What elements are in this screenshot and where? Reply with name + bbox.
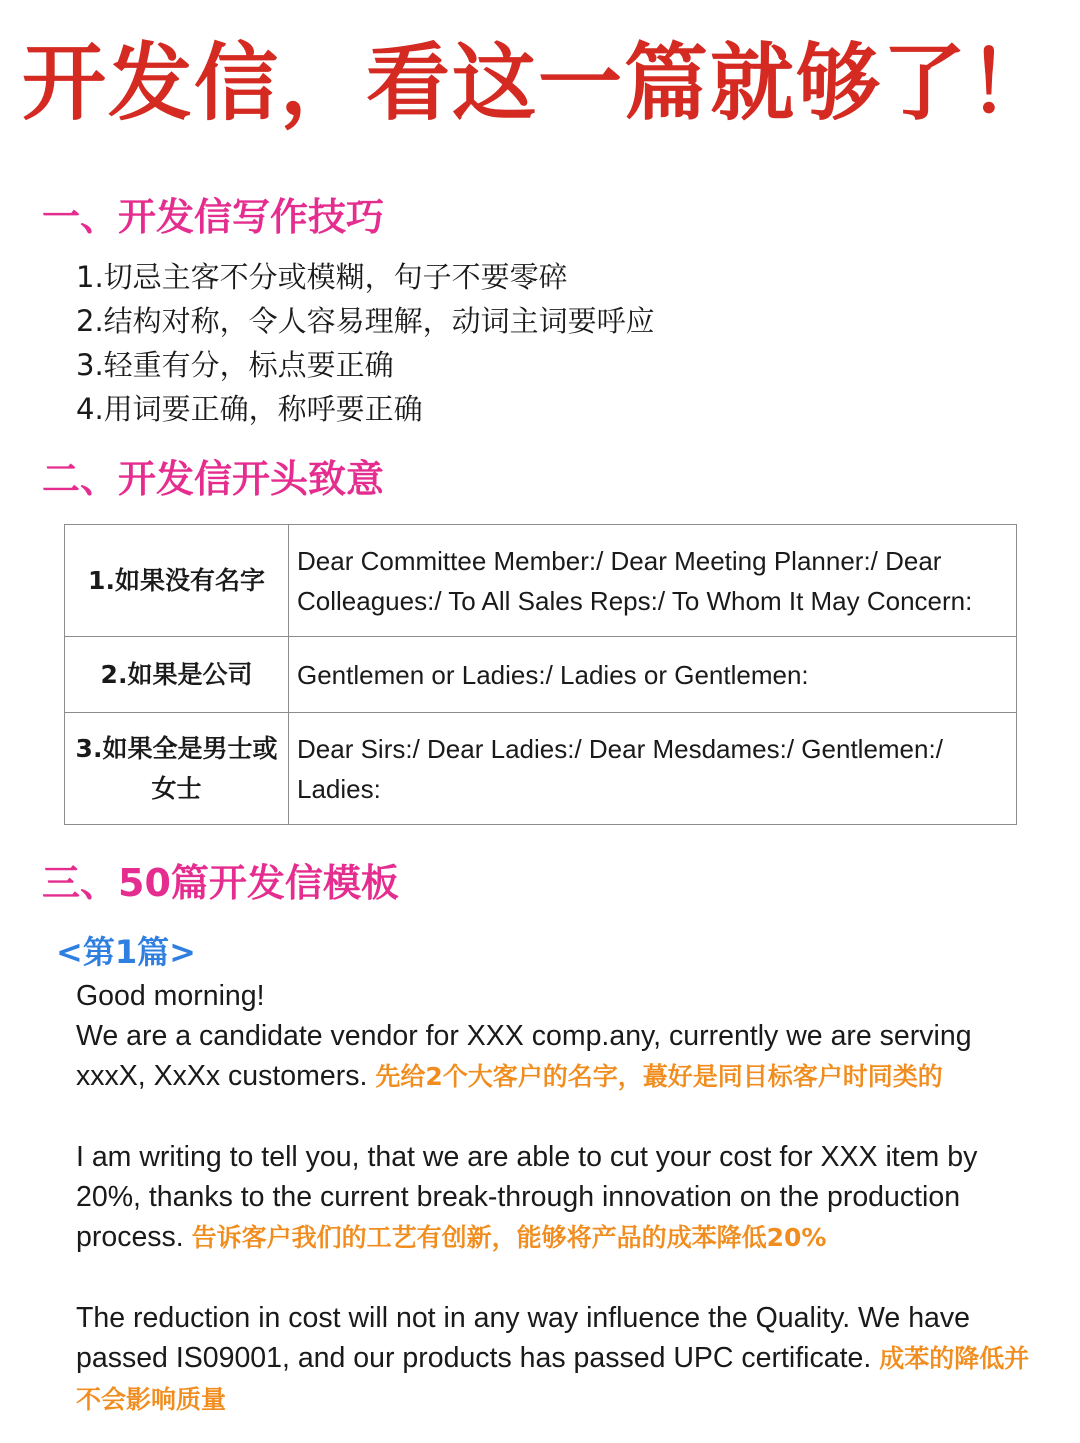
letter-paragraph (76, 1298, 1046, 1420)
table-cell-case: 1.如果没有名字 (65, 525, 289, 637)
page-title: 开发信，看这一篇就够了！ (22, 33, 1055, 132)
table-cell-greeting: Dear Sirs:/ Dear Ladies:/ Dear Mesdames:/ Gentlemen:/ Ladies: (289, 713, 1017, 825)
list-item: 3.轻重有分，标点要正确 (76, 348, 394, 382)
section-heading-templates: 三、50篇开发信模板 (42, 861, 399, 905)
letter-text: I am writing to tell you, that we are able to cut your cost for XXX item by 20%, thanks to the current break-through innovation on the production process. (76, 1141, 978, 1253)
table-row (65, 525, 1017, 637)
list-item: 1.切忌主客不分或模糊，句子不要零碎 (76, 260, 568, 294)
letter-text: The reduction in cost will not in any way influence the Quality. We have passed IS09001, and our products has passed UPC certificate. (76, 1302, 970, 1374)
table-row (65, 637, 1017, 713)
writing-tips-list (76, 255, 655, 431)
letter-paragraph (76, 976, 1046, 1097)
table-cell-case: 2.如果是公司 (65, 637, 289, 713)
section-heading-writing-tips: 一、开发信写作技巧 (42, 195, 385, 239)
greetings-table (64, 524, 1017, 825)
table-cell-case: 3.如果全是男士或女士 (65, 713, 289, 825)
annotation-note: 成苯的降低并不会影响质量 (76, 1344, 1030, 1414)
list-item: 2.结构对称，令人容易理解，动词主词要呼应 (76, 304, 655, 338)
letter-text: We are a candidate vendor for XXX comp.any, currently we are serving xxxX, XxXx customers. (76, 1020, 972, 1092)
letter-paragraph (76, 1137, 1046, 1258)
annotation-note: 先给2个大客户的名字，蕞好是同目标客户时同类的 (375, 1062, 943, 1091)
table-row (65, 713, 1017, 825)
table-cell-greeting: Gentlemen or Ladies:/ Ladies or Gentlemen: (289, 637, 1017, 713)
table-cell-greeting: Dear Committee Member:/ Dear Meeting Planner:/ Dear Colleagues:/ To All Sales Reps:/ To Whom It May Concern: (289, 525, 1017, 637)
template-number-label: <第1篇> (56, 933, 196, 971)
list-item: 4.用词要正确，称呼要正确 (76, 392, 423, 426)
section-heading-opening-greetings: 二、开发信开头致意 (42, 457, 385, 501)
letter-text: Good morning! (76, 980, 265, 1012)
annotation-note: 告诉客户我们的工艺有创新，能够将产品的成苯降低20% (191, 1223, 827, 1252)
